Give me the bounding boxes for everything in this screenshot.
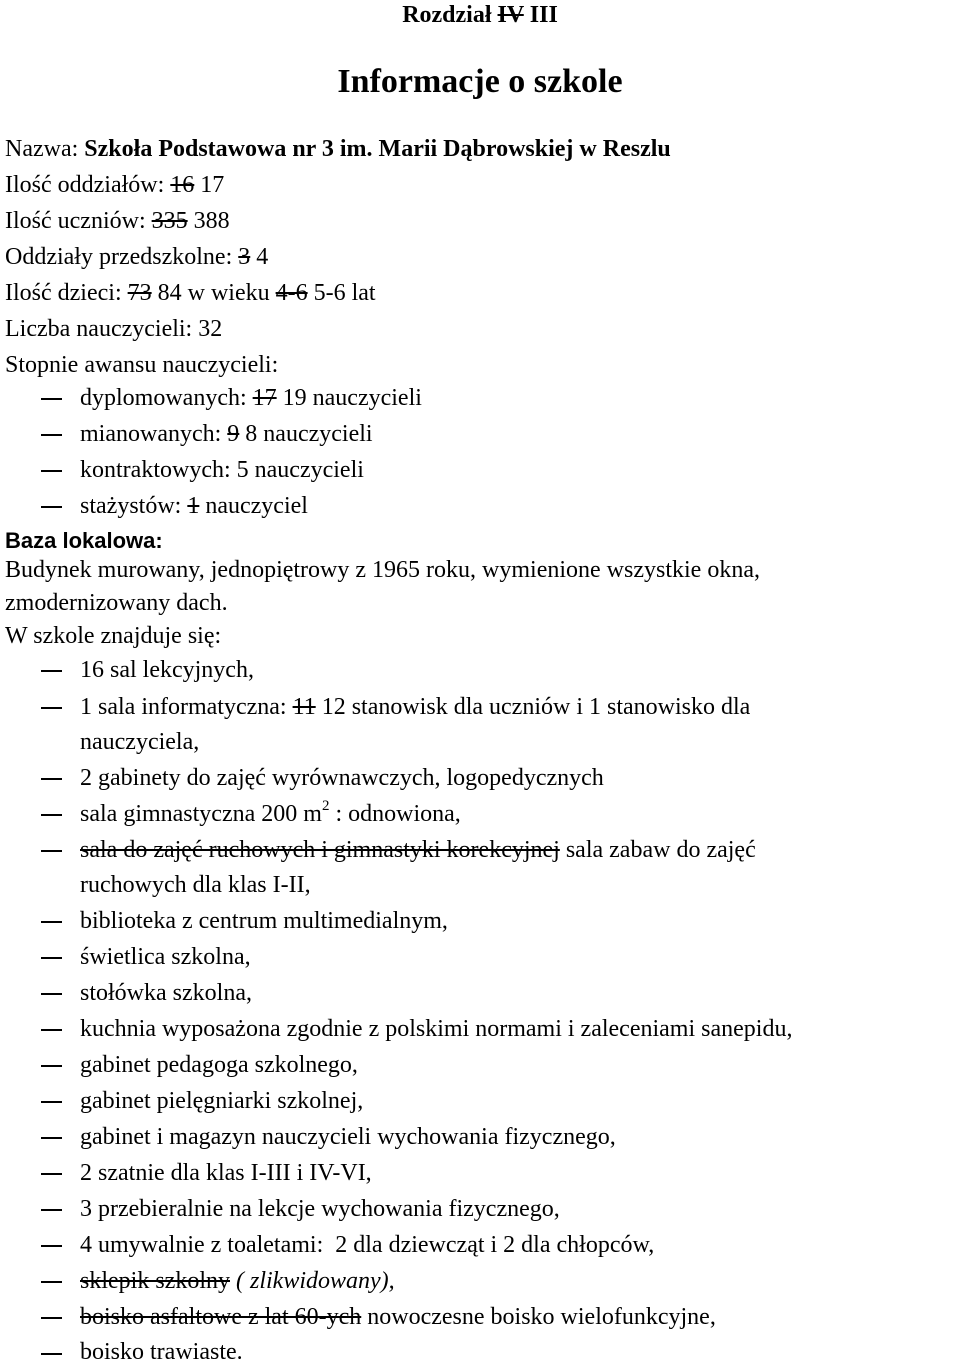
- facility-item: [80, 692, 750, 722]
- dash-bullet: [41, 921, 62, 923]
- rank-new: 19 nauczycieli: [282, 385, 422, 411]
- students-line: [5, 206, 230, 236]
- dash-bullet: [41, 1209, 62, 1211]
- facility-old: boisko asfaltowe z lat 60-ych: [80, 1304, 362, 1330]
- rank-old: 17: [252, 385, 277, 411]
- school-name-line: [5, 134, 671, 164]
- teachers-count-line: Liczba nauczycieli: 32: [5, 316, 223, 342]
- facility-item: 2 szatnie dla klas I-III i IV-VI,: [80, 1160, 372, 1186]
- facility-item: kuchnia wyposażona zgodnie z polskimi normami i zaleceniami sanepidu,: [80, 1016, 793, 1042]
- name-label: Nazwa:: [5, 136, 79, 162]
- preschool-label: Oddziały przedszkolne:: [5, 244, 233, 270]
- rank-old: 1: [187, 493, 200, 519]
- facility-item-cont: ruchowych dla klas I-II,: [80, 872, 311, 898]
- facility-item: 3 przebieralnie na lekcje wychowania fizycznego,: [80, 1196, 560, 1222]
- dash-bullet: [41, 1245, 62, 1247]
- students-old: 335: [151, 208, 188, 234]
- facility-item: gabinet pedagoga szkolnego,: [80, 1052, 358, 1078]
- facility-item: gabinet pielęgniarki szkolnej,: [80, 1088, 364, 1114]
- dash-bullet: [41, 470, 62, 472]
- students-label: Ilość uczniów:: [5, 208, 146, 234]
- rank-old: 9: [227, 421, 240, 447]
- dash-bullet: [41, 957, 62, 959]
- rank-new: nauczyciel: [205, 493, 308, 519]
- dash-bullet: [41, 814, 62, 816]
- rank-new: 8 nauczycieli: [245, 421, 373, 447]
- rank-label: dyplomowanych:: [80, 385, 247, 411]
- age-new: 5-6 lat: [313, 280, 376, 306]
- chapter-old-number: IV: [497, 2, 524, 28]
- dash-bullet: [41, 1137, 62, 1139]
- dash-bullet: [41, 1101, 62, 1103]
- facility-item: stołówka szkolna,: [80, 980, 252, 1006]
- facility-item-cont: nauczyciela,: [80, 729, 200, 755]
- facility-new: nowoczesne boisko wielofunkcyjne,: [367, 1304, 716, 1330]
- preschool-line: [5, 242, 268, 272]
- branches-label: Ilość oddziałów:: [5, 172, 165, 198]
- facility-item: 4 umywalnie z toaletami: 2 dla dziewcząt i 2 dla chłopców,: [80, 1232, 655, 1258]
- base-description: Budynek murowany, jednopiętrowy z 1965 roku, wymienione wszystkie okna,: [5, 557, 760, 583]
- base-description-cont: zmodernizowany dach.: [5, 590, 228, 616]
- facility-item: [80, 799, 461, 829]
- rank-item: [80, 383, 422, 413]
- dash-bullet: [41, 506, 62, 508]
- facility-item: [80, 1302, 716, 1332]
- facility-new: sala zabaw do zajęć: [565, 837, 756, 863]
- facility-note: ( zlikwidowany),: [236, 1268, 395, 1294]
- facility-item: 2 gabinety do zajęć wyrównawczych, logopedycznych: [80, 765, 604, 791]
- students-new: 388: [193, 208, 230, 234]
- dash-bullet: [41, 670, 62, 672]
- dash-bullet: [41, 850, 62, 852]
- children-label: Ilość dzieci:: [5, 280, 122, 306]
- facility-item: 16 sal lekcyjnych,: [80, 657, 254, 683]
- dash-bullet: [41, 993, 62, 995]
- facility-item: biblioteka z centrum multimedialnym,: [80, 908, 448, 934]
- dash-bullet: [41, 1065, 62, 1067]
- rank-label: kontraktowych: 5 nauczycieli: [80, 457, 364, 483]
- chapter-label: Rozdział: [402, 2, 492, 28]
- rank-label: mianowanych:: [80, 421, 222, 447]
- dash-bullet: [41, 1317, 62, 1319]
- preschool-old: 3: [238, 244, 251, 270]
- facility-text: 1 sala informatyczna:: [80, 694, 287, 720]
- children-old: 73: [127, 280, 152, 306]
- facilities-label: W szkole znajduje się:: [5, 623, 222, 649]
- facility-new: 12 stanowisk dla uczniów i 1 stanowisko dla: [321, 694, 751, 720]
- ranks-label: Stopnie awansu nauczycieli:: [5, 352, 279, 378]
- dash-bullet: [41, 1029, 62, 1031]
- dash-bullet: [41, 778, 62, 780]
- facility-item: świetlica szkolna,: [80, 944, 251, 970]
- children-line: [5, 278, 376, 308]
- branches-line: [5, 170, 224, 200]
- dash-bullet: [41, 434, 62, 436]
- children-new: 84 w wieku: [157, 280, 270, 306]
- dash-bullet: [41, 398, 62, 400]
- branches-old: 16: [170, 172, 195, 198]
- page-title: Informacje o szkole: [337, 63, 623, 100]
- dash-bullet: [41, 707, 62, 709]
- branches-new: 17: [200, 172, 225, 198]
- superscript: 2: [321, 798, 330, 814]
- dash-bullet: [41, 1281, 62, 1283]
- rank-item: [80, 455, 364, 485]
- facility-item: boisko trawiaste.: [80, 1339, 243, 1365]
- dash-bullet: [41, 1173, 62, 1175]
- facility-text: sala gimnastyczna 200 m: [80, 801, 322, 827]
- rank-label: stażystów:: [80, 493, 182, 519]
- dash-bullet: [41, 1353, 62, 1355]
- facility-old: 11: [292, 694, 316, 720]
- chapter-new-number: III: [529, 2, 558, 28]
- facility-old: sala do zajęć ruchowych i gimnastyki korekcyjnej: [80, 837, 560, 863]
- base-heading: Baza lokalowa:: [5, 528, 163, 553]
- rank-item: [80, 419, 373, 449]
- facility-old: sklepik szkolny: [80, 1268, 230, 1294]
- facility-item: [80, 835, 756, 865]
- age-old: 4-6: [275, 280, 308, 306]
- chapter-heading: [0, 0, 960, 30]
- facility-item: gabinet i magazyn nauczycieli wychowania fizycznego,: [80, 1124, 616, 1150]
- school-name: Szkoła Podstawowa nr 3 im. Marii Dąbrowskiej w Reszlu: [84, 136, 671, 162]
- rank-item: [80, 491, 308, 521]
- facility-item: [80, 1266, 395, 1296]
- facility-text: : odnowiona,: [335, 801, 461, 827]
- preschool-new: 4: [256, 244, 269, 270]
